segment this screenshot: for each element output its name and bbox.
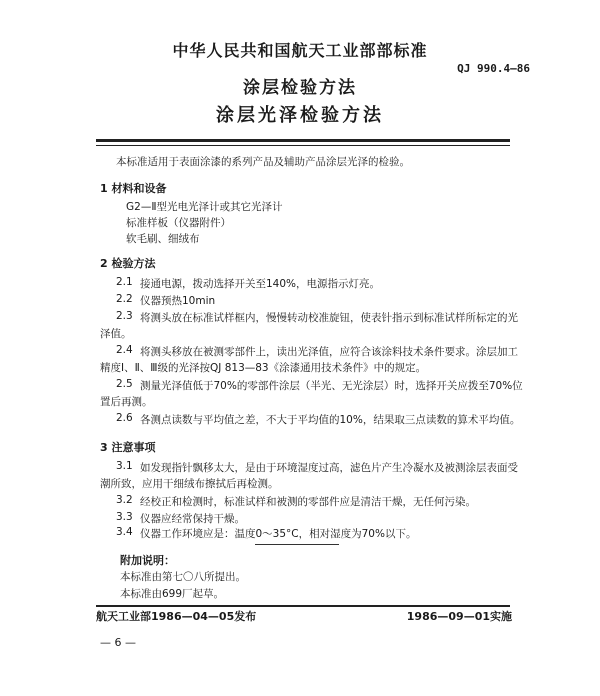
equipment-item: 标准样板（仪器附件） — [126, 217, 231, 229]
clause-text: 各测点读数与平均值之差，不大于平均值的10%，结果取三点读数的算术平均值。 — [140, 414, 521, 426]
clause-number: 2.5 — [116, 378, 133, 390]
additional-notes-heading: 附加说明： — [120, 554, 175, 567]
issuing-authority-title: 中华人民共和国航天工业部部标准 — [172, 41, 428, 60]
section-1-heading: 1 材料和设备 — [100, 182, 167, 195]
clause-number: 2.2 — [116, 293, 133, 305]
clause-number: 3.4 — [116, 526, 133, 538]
header-rule-thick — [96, 139, 510, 142]
clause-text-continued: 置后再测。 — [100, 396, 153, 408]
clause-text-continued: 潮所致，应用干细绒布擦拭后再检测。 — [100, 478, 279, 490]
additional-note: 本标准由699厂起草。 — [120, 588, 225, 600]
issue-date: 航天工业部1986—04—05发布 — [96, 610, 257, 623]
document-title-sub: 涂层光泽检验方法 — [216, 105, 384, 126]
clause-number: 2.1 — [116, 276, 133, 288]
page-number: — 6 — — [100, 636, 136, 649]
clause-text: 仪器应经常保持干燥。 — [140, 513, 245, 525]
footer-rule — [96, 605, 510, 607]
clause-text: 将测头放在标准试样框内，慢慢转动校准旋钮，使表针指示到标准试样所标定的光 — [140, 312, 518, 324]
section-2-heading: 2 检验方法 — [100, 257, 156, 270]
standard-code: QJ 990.4—86 — [457, 62, 530, 75]
clause-number: 3.3 — [116, 511, 133, 523]
clause-number: 2.4 — [116, 344, 133, 356]
section-3-heading: 3 注意事项 — [100, 441, 156, 454]
clause-number: 3.1 — [116, 460, 133, 472]
clause-text-continued: 泽值。 — [100, 328, 132, 340]
clause-number: 2.3 — [116, 310, 133, 322]
clause-text: 经校正和检测时，标准试样和被测的零部件应是清洁干燥，无任何污染。 — [140, 496, 476, 508]
additional-note: 本标准由第七〇八所提出。 — [120, 571, 246, 583]
clause-text: 仪器预热10min — [140, 295, 216, 307]
clause-text-continued: 精度Ⅰ、Ⅱ、Ⅲ级的光泽按QJ 813—83《涂漆通用技术条件》中的规定。 — [100, 362, 427, 374]
clause-text: 测量光泽值低于70%的零部件涂层（半光、无光涂层）时，选择开关应拨至70%位 — [140, 380, 523, 392]
clause-text: 如发现指针飘移太大，是由于环境湿度过高，滤色片产生冷凝水及被测涂层表面受 — [140, 462, 518, 474]
header-rule-thin — [96, 145, 510, 146]
clause-text: 仪器工作环境应是：温度0～35°C，相对湿度为70%以下。 — [140, 528, 417, 540]
equipment-item: G2—Ⅱ型光电光泽计或其它光泽计 — [126, 201, 283, 213]
clause-number: 3.2 — [116, 494, 133, 506]
clause-text: 将测头移放在被测零部件上，读出光泽值，应符合该涂料技术条件要求。涂层加工 — [140, 346, 518, 358]
scope-paragraph: 本标准适用于表面涂漆的系列产品及辅助产品涂层光泽的检验。 — [116, 156, 410, 168]
clause-number: 2.6 — [116, 412, 133, 424]
document-title-main: 涂层检验方法 — [243, 78, 357, 98]
notes-separator — [255, 544, 339, 545]
equipment-item: 软毛刷、细绒布 — [126, 233, 200, 245]
effective-date: 1986—09—01实施 — [406, 610, 512, 623]
clause-text: 接通电源，拨动选择开关至140%，电源指示灯亮。 — [140, 278, 381, 290]
